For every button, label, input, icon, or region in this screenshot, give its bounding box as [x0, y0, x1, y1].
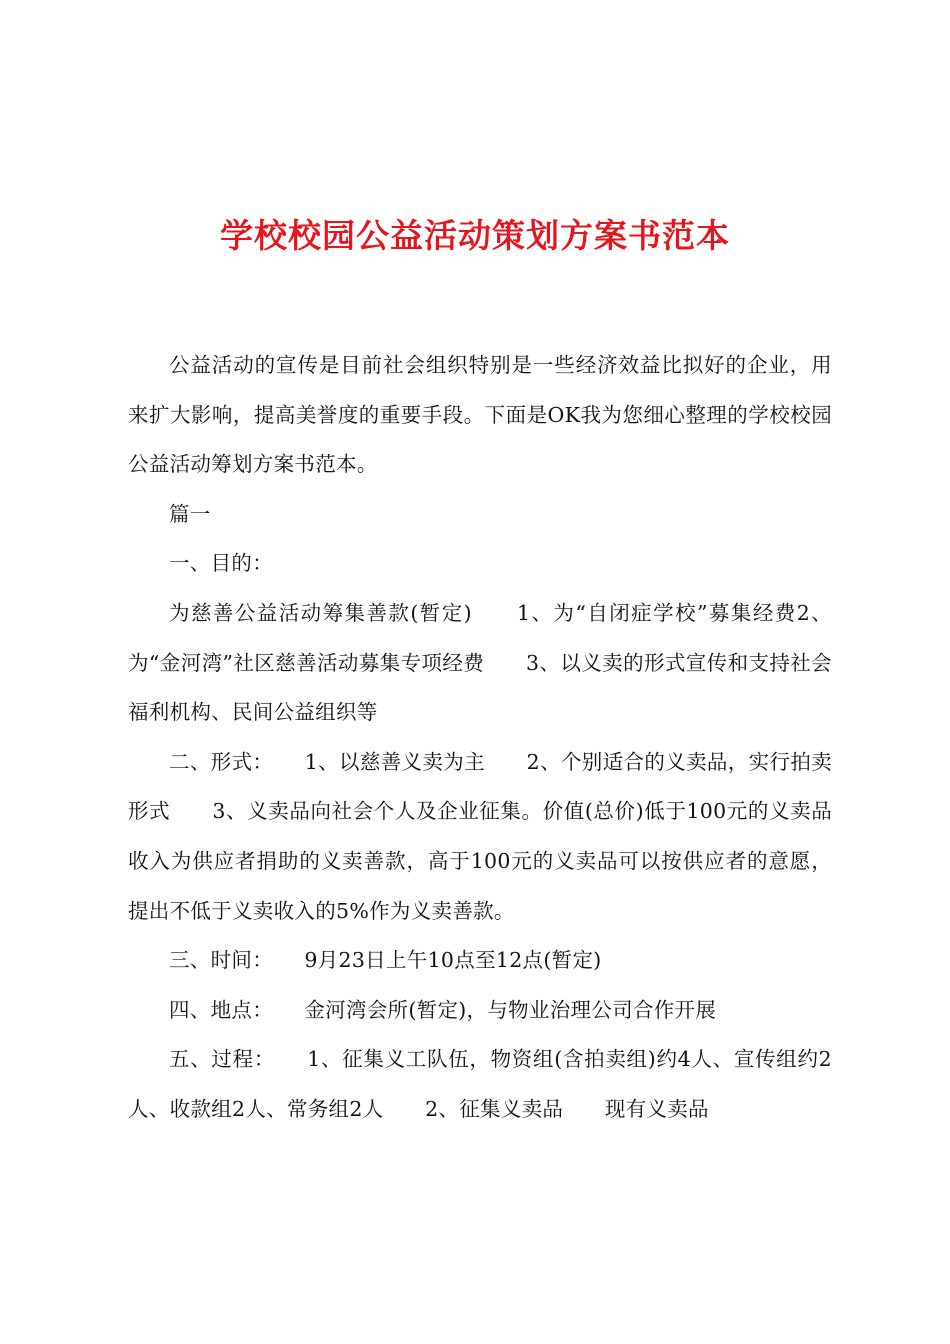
paragraph-purpose: 为慈善公益活动筹集善款(暂定) 1、为“自闭症学校”募集经费2、为“金河湾”社区慈善活动募集专项经费 3、以义卖的形式宣传和支持社会福利机构、民间公益组织等 — [128, 600, 832, 725]
paragraph-time: 三、时间： 9月23日上午10点至12点(暂定) — [169, 948, 602, 973]
paragraph-purpose-heading: 一、目的： — [169, 551, 273, 576]
document-title: 学校校园公益活动策划方案书范本 — [220, 216, 730, 255]
document-body — [128, 341, 832, 1135]
paragraph-section-label: 篇一 — [169, 501, 211, 526]
paragraph-location: 四、地点： 金河湾会所(暂定)，与物业治理公司合作开展 — [169, 997, 717, 1022]
paragraph-format: 二、形式： 1、以慈善义卖为主 2、个别适合的义卖品，实行拍卖形式 3、义卖品向社会个人及企业征集。价值(总价)低于100元的义卖品收入为供应者捐助的义卖善款，高于100元的义卖品可以按供应者的意愿，提出不低于义卖收入的5%作为义卖善款。 — [128, 749, 832, 923]
paragraph-intro: 公益活动的宣传是目前社会组织特别是一些经济效益比拟好的企业，用来扩大影响，提高美誉度的重要手段。下面是OK我为您细心整理的学校校园公益活动筹划方案书范本。 — [128, 353, 832, 477]
paragraph-process: 五、过程： 1、征集义工队伍，物资组(含拍卖组)约4人、宣传组约2人、收款组2人、常务组2人 2、征集义卖品 现有义卖品 — [128, 1047, 832, 1121]
